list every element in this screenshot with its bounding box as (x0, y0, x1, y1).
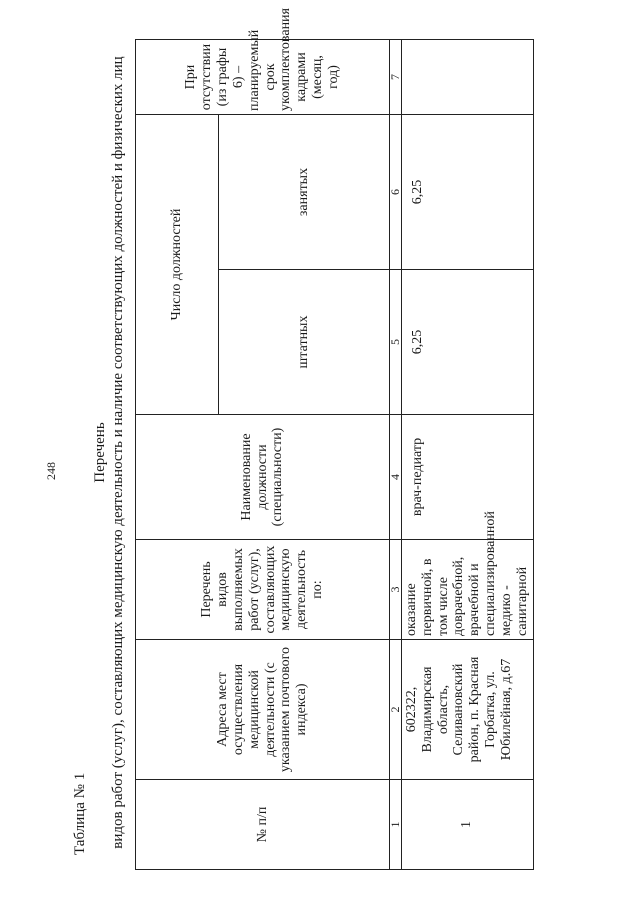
page-number: 248 (44, 462, 58, 480)
column-number: 7 (390, 40, 402, 115)
row-occupied: 6,25 (402, 115, 534, 270)
column-number: 3 (390, 540, 402, 640)
header-row (136, 40, 219, 870)
column-number: 6 (390, 115, 402, 270)
header-occupied: занятых (219, 115, 390, 270)
row-planned (402, 40, 534, 115)
row-position: врач-педиатр (402, 415, 534, 540)
column-number: 1 (390, 780, 402, 870)
document-subtitle: видов работ (услуг), составляющих медицинскую деятельность и наличие соответствующих должностей и физических лиц (110, 56, 126, 849)
document-title: Перечень (92, 422, 108, 483)
header-services: Перечень видов выполняемых работ (услуг), составляющих медицинскую деятельность по: (136, 540, 390, 640)
row-staff: 6,25 (402, 270, 534, 415)
table-label: Таблица № 1 (72, 772, 88, 855)
row-number: 1 (402, 780, 534, 870)
header-num: № п/п (136, 780, 390, 870)
column-number: 5 (390, 270, 402, 415)
row-services: оказание первичной, в том числе доврачебной, врачебной и специализированной медико - санитарной (402, 540, 534, 640)
header-planned: При отсутствии (из графы 6) – планируемый срок укомплектования кадрами (месяц, год) (136, 40, 390, 115)
column-number-row (390, 40, 402, 870)
row-address: 602322, Владимирская область, Селивановский район, п. Красная Горбатка, ул. Юбилейная, д.67 (402, 640, 534, 780)
header-staff: штатных (219, 270, 390, 415)
table-row (402, 40, 534, 870)
column-number: 4 (390, 415, 402, 540)
header-address: Адреса мест осуществления медицинской деятельности (с указанием почтового индекса) (136, 640, 390, 780)
services-table (135, 8, 534, 870)
header-group: Число должностей (136, 115, 219, 415)
column-number: 2 (390, 640, 402, 780)
header-position: Наименование должности (специальности) (136, 415, 390, 540)
